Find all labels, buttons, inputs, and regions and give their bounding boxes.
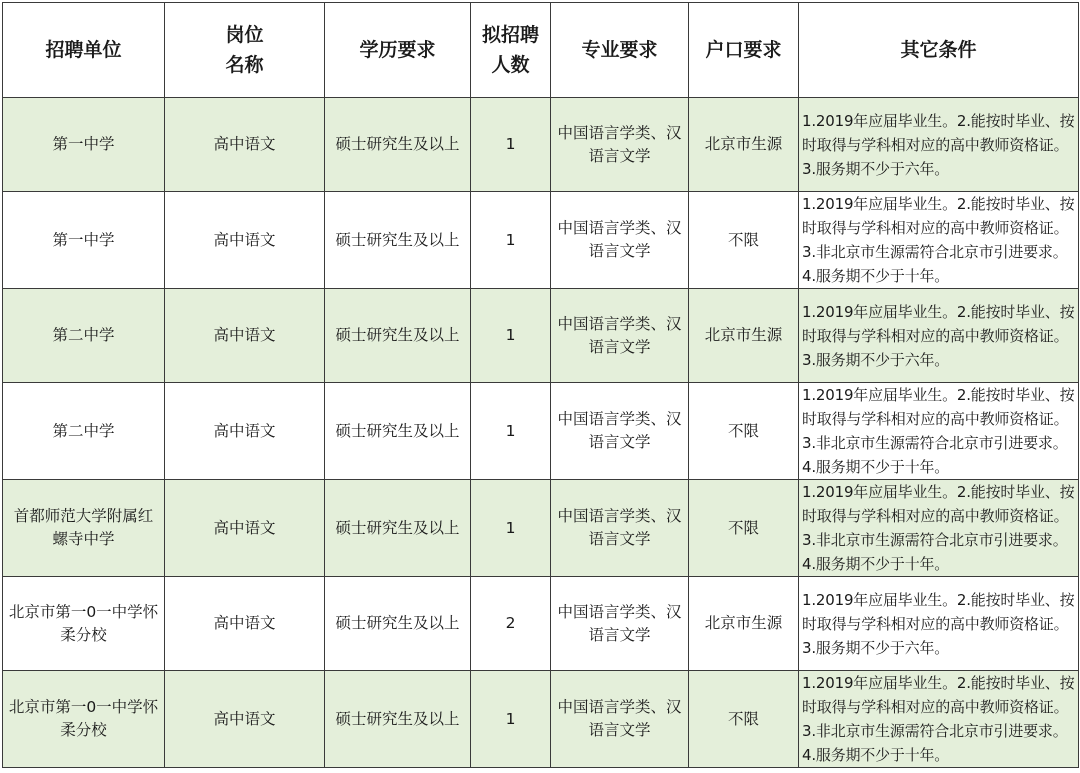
cell-unit: 第二中学 [3, 383, 165, 480]
cell-other: 1.2019年应届毕业生。2.能按时毕业、按时取得与学科相对应的高中教师资格证。3.非北京市生源需符合北京市引进要求。4.服务期不少于十年。 [799, 480, 1079, 577]
cell-education: 硕士研究生及以上 [325, 480, 471, 577]
cell-major: 中国语言学类、汉语言文学 [551, 480, 689, 577]
cell-other: 1.2019年应届毕业生。2.能按时毕业、按时取得与学科相对应的高中教师资格证。3.服务期不少于六年。 [799, 289, 1079, 383]
cell-unit: 第一中学 [3, 98, 165, 192]
recruitment-table-sheet [2, 2, 1078, 770]
cell-count: 1 [471, 192, 551, 289]
cell-other: 1.2019年应届毕业生。2.能按时毕业、按时取得与学科相对应的高中教师资格证。3.服务期不少于六年。 [799, 577, 1079, 671]
cell-education: 硕士研究生及以上 [325, 289, 471, 383]
header-row [3, 3, 1079, 98]
header-count: 拟招聘 人数 [471, 3, 551, 98]
table-row [3, 192, 1079, 289]
cell-education: 硕士研究生及以上 [325, 192, 471, 289]
table-row [3, 480, 1079, 577]
cell-count: 1 [471, 289, 551, 383]
cell-position: 高中语文 [165, 480, 325, 577]
cell-unit: 北京市第一0一中学怀柔分校 [3, 577, 165, 671]
cell-hukou: 不限 [689, 383, 799, 480]
cell-other: 1.2019年应届毕业生。2.能按时毕业、按时取得与学科相对应的高中教师资格证。3.非北京市生源需符合北京市引进要求。4.服务期不少于十年。 [799, 192, 1079, 289]
cell-major: 中国语言学类、汉语言文学 [551, 192, 689, 289]
cell-other: 1.2019年应届毕业生。2.能按时毕业、按时取得与学科相对应的高中教师资格证。3.服务期不少于六年。 [799, 98, 1079, 192]
recruitment-table [2, 2, 1079, 768]
table-row [3, 98, 1079, 192]
cell-major: 中国语言学类、汉语言文学 [551, 383, 689, 480]
header-position: 岗位 名称 [165, 3, 325, 98]
cell-unit: 第二中学 [3, 289, 165, 383]
table-row [3, 671, 1079, 768]
cell-major: 中国语言学类、汉语言文学 [551, 671, 689, 768]
header-major: 专业要求 [551, 3, 689, 98]
cell-unit: 北京市第一0一中学怀柔分校 [3, 671, 165, 768]
cell-unit: 第一中学 [3, 192, 165, 289]
cell-count: 1 [471, 671, 551, 768]
header-hukou: 户口要求 [689, 3, 799, 98]
cell-hukou: 不限 [689, 192, 799, 289]
cell-hukou: 北京市生源 [689, 577, 799, 671]
cell-education: 硕士研究生及以上 [325, 671, 471, 768]
table-row [3, 383, 1079, 480]
cell-education: 硕士研究生及以上 [325, 577, 471, 671]
header-education: 学历要求 [325, 3, 471, 98]
header-unit: 招聘单位 [3, 3, 165, 98]
cell-education: 硕士研究生及以上 [325, 383, 471, 480]
cell-position: 高中语文 [165, 577, 325, 671]
cell-position: 高中语文 [165, 383, 325, 480]
cell-hukou: 北京市生源 [689, 98, 799, 192]
cell-unit: 首都师范大学附属红螺寺中学 [3, 480, 165, 577]
cell-count: 1 [471, 383, 551, 480]
table-row [3, 289, 1079, 383]
table-header [3, 3, 1079, 98]
cell-position: 高中语文 [165, 192, 325, 289]
cell-major: 中国语言学类、汉语言文学 [551, 289, 689, 383]
cell-major: 中国语言学类、汉语言文学 [551, 98, 689, 192]
cell-education: 硕士研究生及以上 [325, 98, 471, 192]
table-body [3, 98, 1079, 768]
cell-other: 1.2019年应届毕业生。2.能按时毕业、按时取得与学科相对应的高中教师资格证。3.非北京市生源需符合北京市引进要求。4.服务期不少于十年。 [799, 383, 1079, 480]
cell-hukou: 不限 [689, 480, 799, 577]
header-other: 其它条件 [799, 3, 1079, 98]
cell-count: 1 [471, 98, 551, 192]
cell-count: 2 [471, 577, 551, 671]
cell-position: 高中语文 [165, 98, 325, 192]
cell-position: 高中语文 [165, 671, 325, 768]
table-row [3, 577, 1079, 671]
cell-hukou: 北京市生源 [689, 289, 799, 383]
cell-hukou: 不限 [689, 671, 799, 768]
cell-other: 1.2019年应届毕业生。2.能按时毕业、按时取得与学科相对应的高中教师资格证。3.非北京市生源需符合北京市引进要求。4.服务期不少于十年。 [799, 671, 1079, 768]
cell-major: 中国语言学类、汉语言文学 [551, 577, 689, 671]
cell-position: 高中语文 [165, 289, 325, 383]
cell-count: 1 [471, 480, 551, 577]
